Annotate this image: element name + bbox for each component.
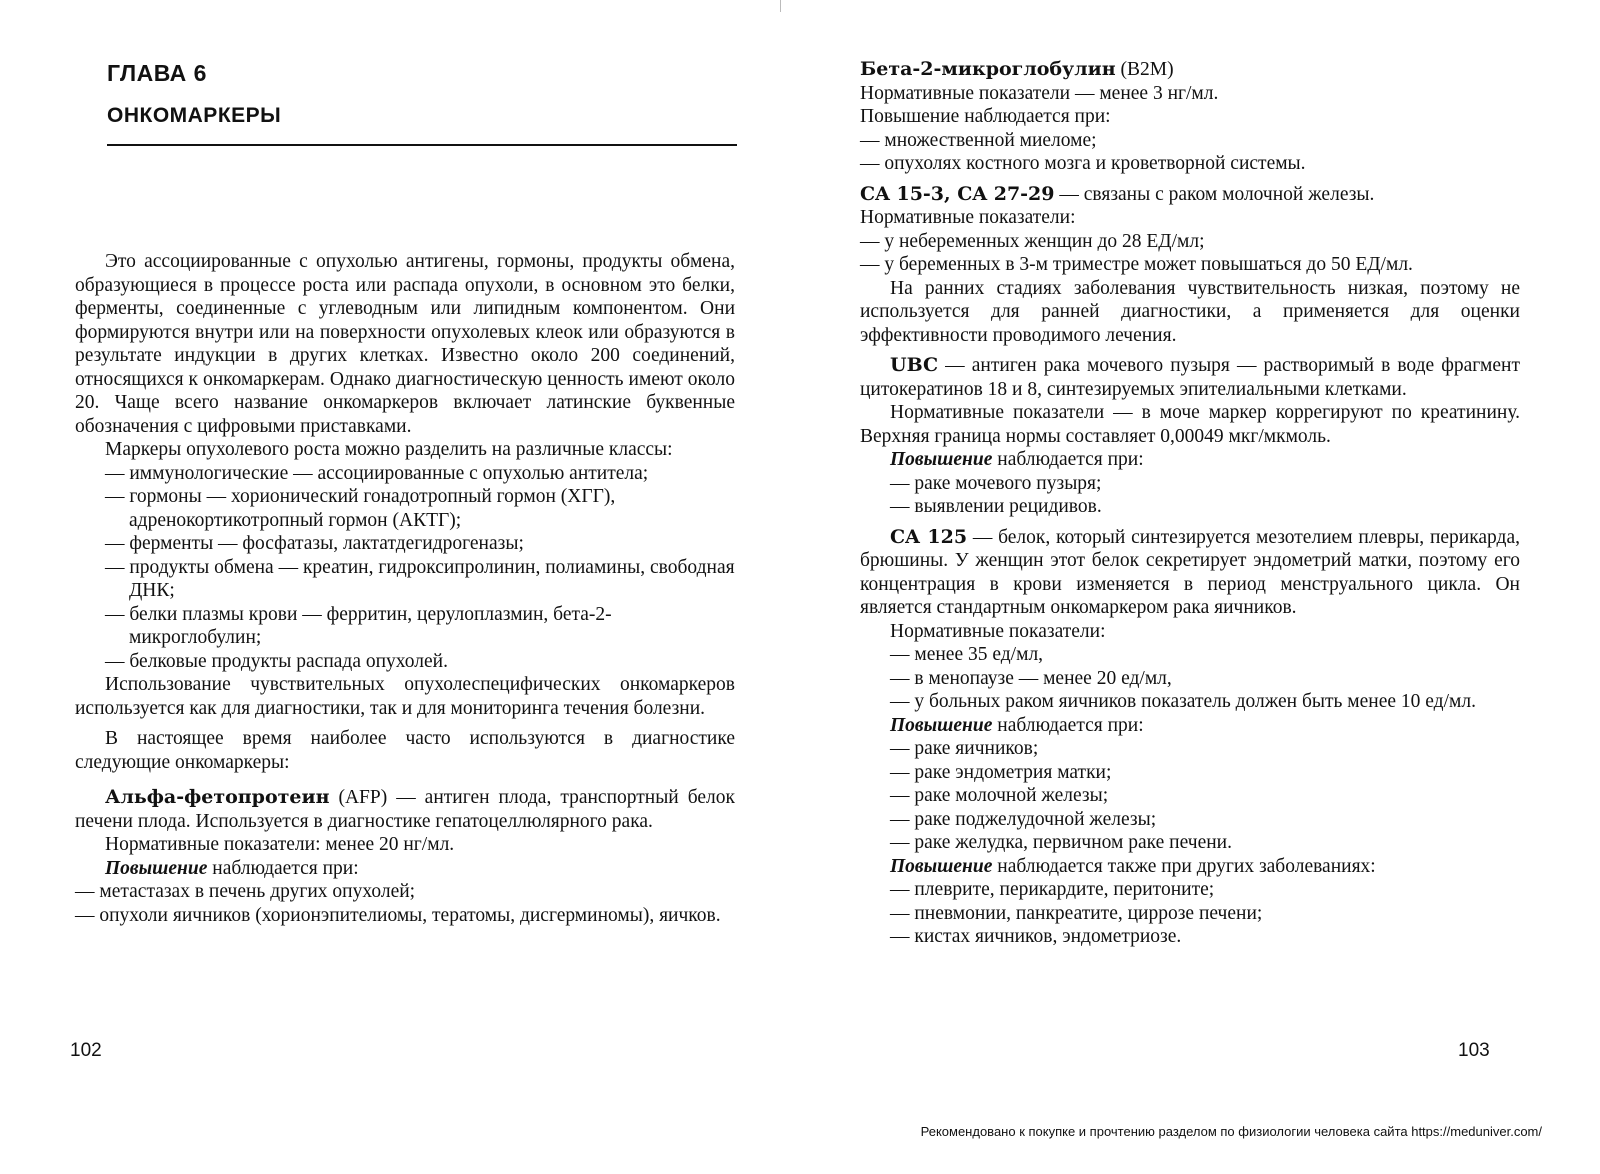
list-item: — плеврите, перикардите, перитоните; [890, 878, 1520, 902]
ca125-increase-list [860, 737, 1520, 855]
afp-increase [75, 857, 735, 881]
afp-increase-list [75, 880, 735, 927]
b2m-heading [860, 58, 1520, 82]
afp-term: Альфа-фетопротеин [105, 786, 330, 808]
ubc-increase-list [860, 472, 1520, 519]
afp-paragraph [75, 786, 735, 833]
footer-recommendation: Рекомендовано к покупке и прочтению разделом по физиологии человека сайта https://meduniver.com/ [920, 1124, 1542, 1139]
b2m-term: Бета-2-микроглобулин [860, 58, 1116, 80]
b2m-increase-list [860, 129, 1520, 176]
list-item: — в менопаузе — менее 20 ед/мл, [890, 667, 1520, 691]
list-item: — белки плазмы крови — ферритин, церулоплазмин, бета-2-микроглобулин; [105, 603, 735, 650]
list-item: — метастазах в печень других опухолей; [75, 880, 735, 904]
ca15-norm-list [860, 230, 1520, 277]
ca125-increase-text: наблюдается при: [992, 714, 1144, 736]
list-item: — выявлении рецидивов. [890, 495, 1520, 519]
list-item: — раке поджелудочной железы; [890, 808, 1520, 832]
ca125-paragraph [860, 526, 1520, 620]
list-item: — раке желудка, первичном раке печени. [890, 831, 1520, 855]
ubc-norm: Нормативные показатели — в моче маркер коррегируют по креатинину. Верхняя граница нормы составляет 0,00049 мкг/мкмоль. [860, 402, 1520, 447]
list-item: — у беременных в 3-м триместре может повышаться до 50 ЕД/мл. [860, 253, 1520, 277]
b2m-abbr: (B2M) [1115, 59, 1174, 80]
ubc-term: UBC [890, 354, 939, 376]
page-number-left: 102 [70, 1040, 102, 1061]
classes-intro: Маркеры опухолевого роста можно разделить на различные классы: [105, 439, 673, 460]
common-markers-paragraph: В настоящее время наиболее часто используются в диагностике следующие онкомаркеры: [75, 728, 735, 773]
ca125-term: CA 125 [890, 525, 968, 548]
list-item: — продукты обмена — креатин, гидроксипролинин, полиамины, свободная ДНК; [105, 556, 735, 603]
b2m-increase: Повышение наблюдается при: [860, 106, 1111, 127]
left-page [0, 0, 790, 1174]
list-item: — опухоли яичников (хорионэпителиомы, тератомы, дисгерминомы), яичков. [75, 904, 735, 928]
ca125-norm-label: Нормативные показатели: [890, 620, 1106, 642]
ubc-paragraph [860, 354, 1520, 401]
chapter-title: ОНКОМАРКЕРЫ [107, 104, 282, 127]
usage-paragraph: Использование чувствительных опухолеспецифических онкомаркеров используется как для диагностики, так и для мониторинга течения болезни. [75, 674, 735, 719]
list-item: — раке мочевого пузыря; [890, 472, 1520, 496]
ca15-term: CA 15-3, CA 27-29 [860, 182, 1055, 205]
list-item: — множественной миеломе; [860, 129, 1520, 153]
ca15-heading [860, 183, 1520, 207]
left-page-text [75, 250, 735, 927]
list-item: — гормоны — хорионический гонадотропный гормон (ХГГ), адренокортикотропный гормон (АКТГ); [105, 485, 735, 532]
title-divider [107, 144, 737, 146]
right-page [790, 0, 1600, 1174]
list-item: — менее 35 ед/мл, [890, 643, 1520, 667]
marker-classes-list [75, 462, 735, 674]
afp-description: (AFP) — антиген плода, транспортный белок печени плода. Используется в диагностике гепатоцеллюлярного рака. [75, 787, 735, 832]
list-item: — раке эндометрия матки; [890, 761, 1520, 785]
ca125-also-increase [860, 855, 1520, 879]
ca125-description: — белок, который синтезируется мезотелием плевры, перикарда, брюшины. У женщин этот белок секретирует эндометрий матки, поэтому его концентрация в крови изменяется в период менструального цикла. Он является стандартным онкомаркером рака яичников. [860, 526, 1520, 618]
afp-increase-label: Повышение [105, 857, 208, 879]
afp-norm: Нормативные показатели: менее 20 нг/мл. [105, 834, 455, 855]
afp-increase-text: наблюдается при: [207, 857, 359, 879]
list-item: — пневмонии, панкреатите, циррозе печени; [890, 902, 1520, 926]
ca125-increase-label: Повышение [890, 714, 993, 736]
list-item: — у небеременных женщин до 28 ЕД/мл; [860, 230, 1520, 254]
ca125-also-label: Повышение [890, 855, 993, 877]
ca125-also-text: наблюдается также при других заболеваниях: [992, 855, 1376, 877]
list-item: — раке яичников; [890, 737, 1520, 761]
ca15-note: На ранних стадиях заболевания чувствительность низкая, поэтому не используется для ранней диагностики, а применяется для оценки эффективности проводимого лечения. [860, 277, 1520, 346]
list-item: — кистах яичников, эндометриозе. [890, 925, 1520, 949]
list-item: — ферменты — фосфатазы, лактатдегидрогеназы; [105, 532, 735, 556]
page-number-right: 103 [1458, 1040, 1490, 1061]
ca125-increase [860, 714, 1520, 738]
intro-paragraph: Это ассоциированные с опухолью антигены, гормоны, продукты обмена, образующиеся в процессе роста или распада опухоли, в основном это белки, ферменты, соединенные с углеводным или липидным компонентом. Они формируются внутри или на поверхности опухолевых клеок или образуются в результате индукции в других клетках. Известно около 200 соединений, относящихся к онкомаркерам. Однако диагностическую ценность имеют около 20. Чаще всего название онкомаркеров включает латинские буквенные обозначения с цифровыми приставками. [75, 251, 735, 437]
ubc-increase [860, 448, 1520, 472]
list-item: — белковые продукты распада опухолей. [105, 650, 735, 674]
ubc-increase-label: Повышение [890, 449, 993, 470]
list-item: — иммунологические — ассоциированные с опухолью антитела; [105, 462, 735, 486]
ubc-description: — антиген рака мочевого пузыря — растворимый в воде фрагмент цитокератинов 18 и 8, синтезируемых эпителиальными клетками. [860, 355, 1520, 400]
right-page-text [860, 58, 1520, 949]
list-item: — раке молочной железы; [890, 784, 1520, 808]
ca125-also-list [860, 878, 1520, 949]
list-item: — опухолях костного мозга и кроветворной системы. [860, 152, 1520, 176]
b2m-norm: Нормативные показатели — менее 3 нг/мл. [860, 82, 1219, 104]
chapter-label: ГЛАВА 6 [107, 60, 207, 86]
ca125-norm-list [860, 643, 1520, 714]
ubc-increase-text: наблюдается при: [992, 449, 1144, 470]
ca15-norm-label: Нормативные показатели: [860, 207, 1076, 228]
ca15-description: — связаны с раком молочной железы. [1054, 183, 1375, 205]
list-item: — у больных раком яичников показатель должен быть менее 10 ед/мл. [890, 690, 1520, 714]
